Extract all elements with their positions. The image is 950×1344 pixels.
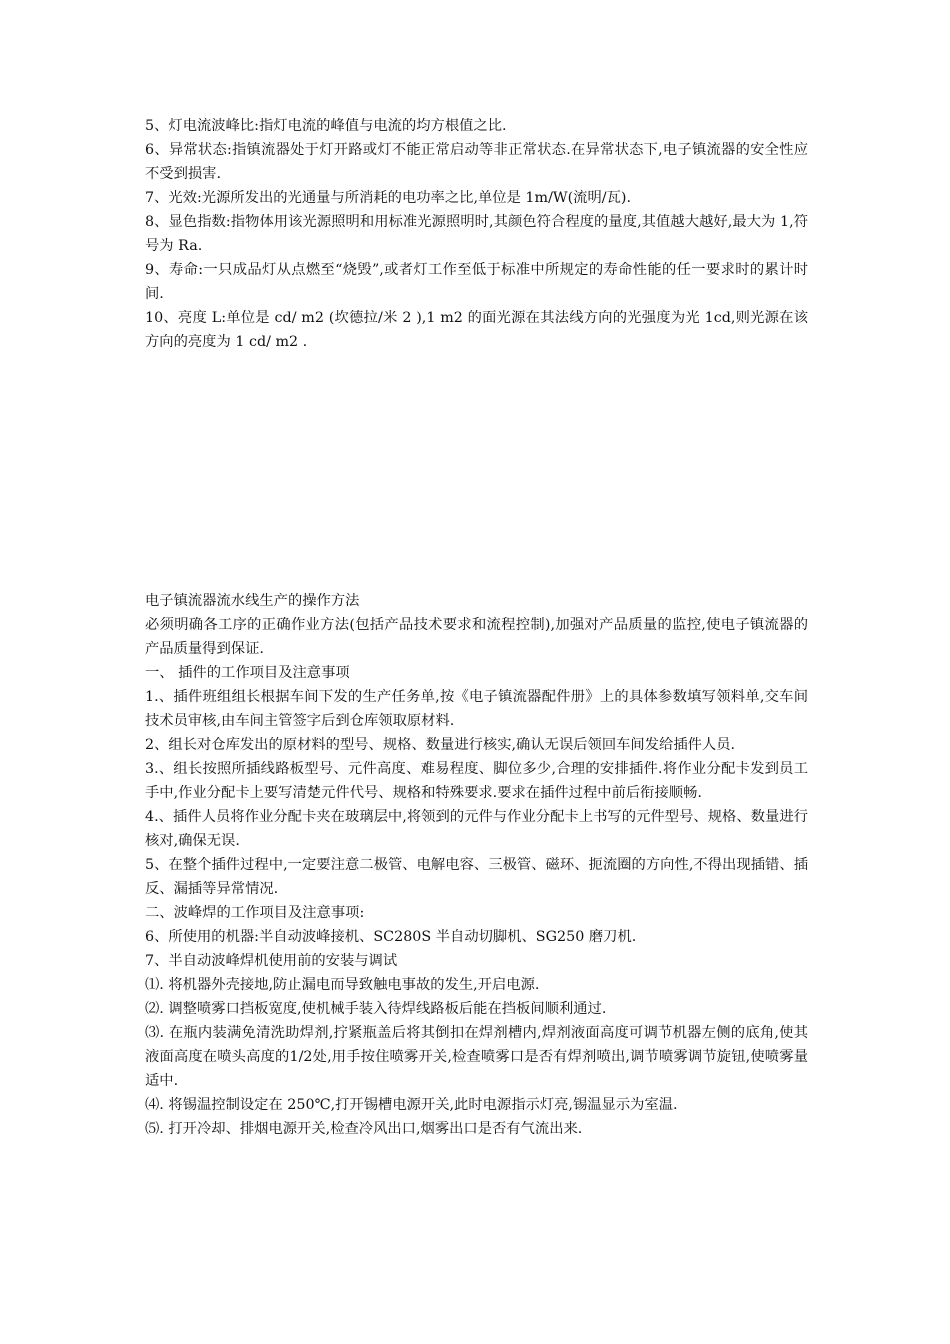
procedure-step: ⑸. 打开冷却、排烟电源开关,检查冷风出口,烟雾出口是否有气流出来. [145, 1121, 583, 1137]
procedure-item: 2、组长对仓库发出的原材料的型号、规格、数量进行核实,确认无误后领回车间发给插件人员. [145, 737, 736, 753]
definition-item: 10、亮度 L:单位是 cd/ m2 (坎德拉/米 2 ),1 m2 的面光源在其法线方向的光强度为光 1cd,则光源在该方向的亮度为 1 cd/ m2 . [145, 310, 808, 350]
procedure-title: 电子镇流器流水线生产的操作方法 [145, 593, 360, 609]
definitions-section [145, 114, 808, 354]
procedure-item: 5、在整个插件过程中,一定要注意二极管、电解电容、三极管、磁环、扼流圈的方向性,不得出现插错、插反、漏插等异常情况. [145, 857, 808, 897]
definition-item: 7、光效:光源所发出的光通量与所消耗的电功率之比,单位是 1m/W(流明/瓦). [145, 190, 631, 206]
procedure-intro: 必须明确各工序的正确作业方法(包括产品技术要求和流程控制),加强对产品质量的监控,使电子镇流器的产品质量得到保证. [145, 617, 808, 657]
procedure-item: 3.、组长按照所插线路板型号、元件高度、难易程度、脚位多少,合理的安排插件.将作业分配卡发到员工手中,作业分配卡上要写清楚元件代号、规格和特殊要求.要求在插件过程中前后衔接顺畅. [145, 761, 808, 801]
definition-item: 5、灯电流波峰比:指灯电流的峰值与电流的均方根值之比. [145, 118, 507, 134]
procedure-item: 7、半自动波峰焊机使用前的安装与调试 [145, 953, 398, 969]
procedure-item: 4.、插件人员将作业分配卡夹在玻璃层中,将领到的元件与作业分配卡上书写的元件型号、规格、数量进行核对,确保无误. [145, 809, 808, 849]
definition-item: 6、异常状态:指镇流器处于灯开路或灯不能正常启动等非正常状态.在异常状态下,电子镇流器的安全性应不受到损害. [145, 142, 808, 182]
procedure-step: ⑷. 将锡温控制设定在 250℃,打开锡槽电源开关,此时电源指示灯亮,锡温显示为室温. [145, 1097, 678, 1113]
procedure-step: ⑶. 在瓶内装满免清洗助焊剂,拧紧瓶盖后将其倒扣在焊剂槽内,焊剂液面高度可调节机器左侧的底角,使其液面高度在喷头高度的1/2处,用手按住喷雾开关,检查喷雾口是否有焊剂喷出,调节喷雾调节旋钮,使喷雾量适中. [145, 1025, 808, 1089]
section-heading: 二、波峰焊的工作项目及注意事项: [145, 905, 365, 921]
procedure-step: ⑴. 将机器外壳接地,防止漏电而导致触电事故的发生,开启电源. [145, 977, 540, 993]
definition-item: 9、寿命:一只成品灯从点燃至“烧毁”,或者灯工作至低于标准中所规定的寿命性能的任一要求时的累计时间. [145, 262, 808, 302]
procedure-section [145, 589, 808, 1141]
definition-item: 8、显色指数:指物体用该光源照明和用标准光源照明时,其颜色符合程度的量度,其值越大越好,最大为 1,符号为 Ra. [145, 214, 808, 254]
procedure-item: 1.、插件班组组长根据车间下发的生产任务单,按《电子镇流器配件册》上的具体参数填写领料单,交车间技术员审核,由车间主管签字后到仓库领取原材料. [145, 689, 808, 729]
section-heading: 一、 插件的工作项目及注意事项 [145, 665, 350, 681]
procedure-item: 6、所使用的机器:半自动波峰接机、SC280S 半自动切脚机、SG250 磨刀机. [145, 929, 637, 945]
procedure-step: ⑵. 调整喷雾口挡板宽度,使机械手装入待焊线路板后能在挡板间顺利通过. [145, 1001, 607, 1017]
